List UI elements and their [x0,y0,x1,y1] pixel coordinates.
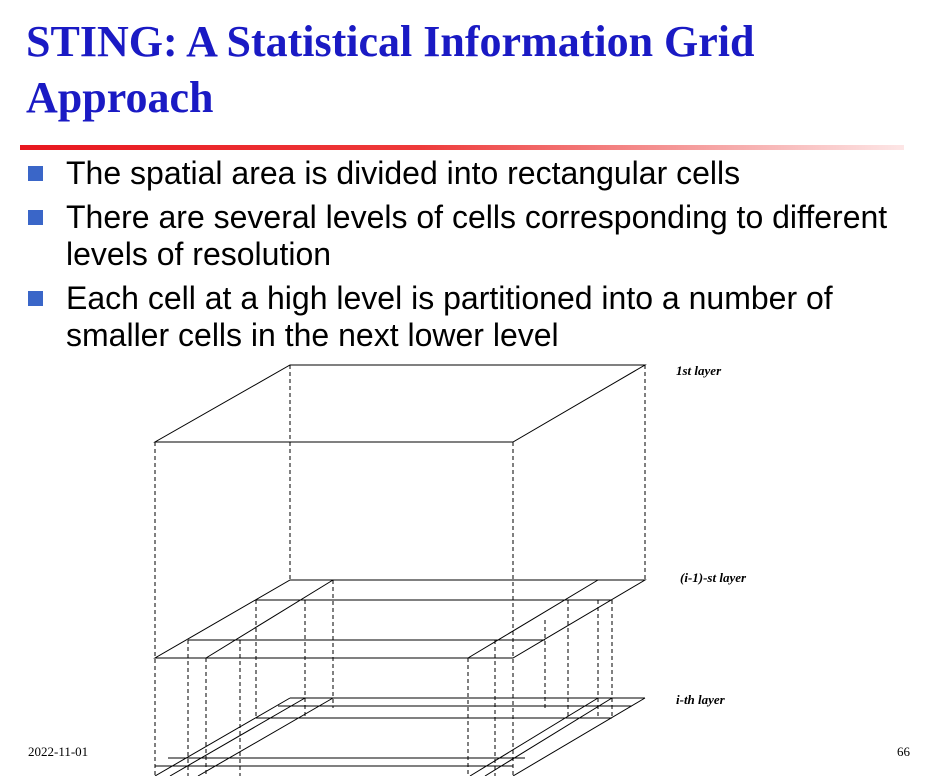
footer-date: 2022-11-01 [28,744,89,759]
second-layer-label: (i-1)-st layer [680,570,747,585]
bullet-text: There are several levels of cells corresponding to different levels of resolution [66,199,888,272]
second-layer-grid [155,580,645,658]
bullet-text: The spatial area is divided into rectangular cells [66,155,741,191]
ith-layer-grid [155,698,645,776]
ith-layer-label: i-th layer [676,692,725,707]
first-layer-label: 1st layer [676,363,722,378]
bullet-text: Each cell at a high level is partitioned into a number of smaller cells in the next lower level [66,280,833,353]
slide-title: STING: A Statistical Information Grid Approach [26,17,755,122]
page-number: 66 [897,744,910,759]
first-layer-cell [155,365,645,442]
